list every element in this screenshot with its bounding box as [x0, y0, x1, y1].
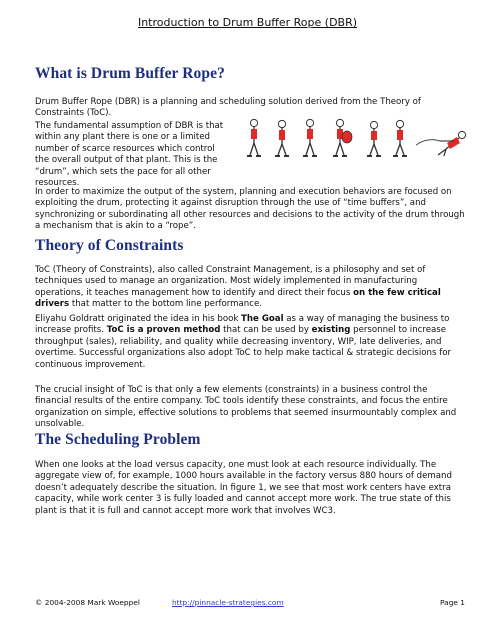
- footer-website-link[interactable]: http://pinnacle-strategies.com: [172, 598, 284, 607]
- figure-1-icon: [247, 119, 261, 157]
- figure-5-icon: [367, 121, 381, 157]
- drum-figure-icon: [333, 119, 352, 157]
- figure-2-icon: [275, 120, 289, 157]
- figure-6-icon: [393, 120, 407, 157]
- page-footer: [35, 598, 465, 610]
- paragraph-dbr-behaviors: In order to maximize the output of the system, planning and execution behaviors are focused on exploiting the drum, protecting it against disruption through the use of “time buffers”, and synchronizing or subordinating all other resources and decisions to the activity of the drum through a mechanism that is akin to a “rope”.: [35, 187, 465, 232]
- footer-copyright: © 2004-2008 Mark Woeppel: [35, 598, 140, 607]
- paragraph-toc-insight: The crucial insight of ToC is that only a few elements (constraints) in a business control the financial results of the entire company. ToC tools identify these constraints, and focus the entire organization on simple, effective solutions to problems that seemed insurmountably complex and unsolvable.: [35, 385, 457, 430]
- paragraph-toc-definition: ToC (Theory of Constraints), also called Constraint Management, is a philosophy and set of techniques used to manage an organization. Most widely implemented in manufacturing operations, it teaches management how to identify and direct their focus on the few critical drivers that matter to the bottom line performance.: [35, 265, 441, 310]
- page-header-title: Introduction to Drum Buffer Rope (DBR): [137, 16, 358, 29]
- heading-what-is-dbr: What is Drum Buffer Rope?: [35, 65, 225, 82]
- rope-icon: [416, 140, 440, 145]
- figure-3-icon: [303, 119, 317, 157]
- footer-page-number: Page 1: [440, 598, 465, 607]
- heading-theory-of-constraints: Theory of Constraints: [35, 237, 184, 254]
- paragraph-dbr-assumption: The fundamental assumption of DBR is that within any plant there is one or a limited number of scarce resources which control the overall output of that plant. This is the “drum”, which sets the pace for all other resources.: [35, 121, 224, 189]
- paragraph-goldratt: Eliyahu Goldratt originated the idea in his book The Goal as a way of managing the business to increase profits. ToC is a proven method that can be used by existing personnel to increase throughput (sales), reliability, and quality while decreasing inventory, WIP, late deliveries, and overtime. Successful organizations also adopt ToC to help make tactical & strategic decisions for continuous improvement.: [35, 314, 452, 370]
- heading-scheduling-problem: The Scheduling Problem: [35, 431, 201, 448]
- paragraph-dbr-definition: Drum Buffer Rope (DBR) is a planning and scheduling solution derived from the Theory of Constraints (ToC).: [35, 97, 421, 119]
- pulling-figure-icon: [438, 131, 466, 156]
- paragraph-load-capacity: When one looks at the load versus capacity, one must look at each resource individually. The aggregate view of, for example, 1000 hours available in the factory versus 880 hours of demand doesn’t adequately describe the situation. In figure 1, we see that most work centers have extra capacity, while work center 3 is fully loaded and cannot accept more work. The true state of this plant is that it is full and cannot accept more work that involves WC3.: [35, 460, 452, 516]
- marching-figures-illustration: [240, 117, 472, 161]
